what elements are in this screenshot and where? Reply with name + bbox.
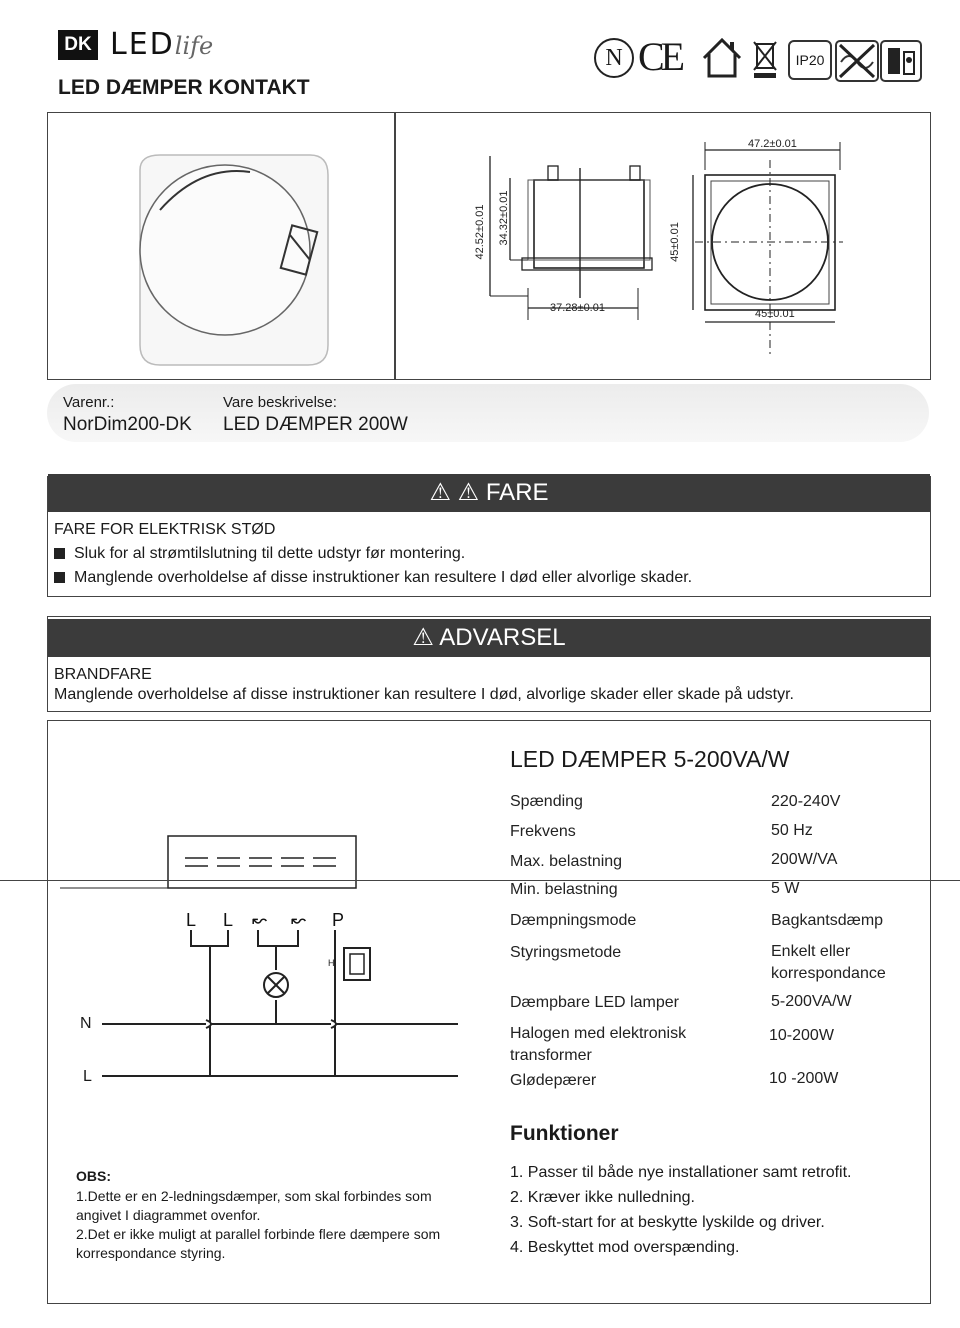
terminal-label: L (186, 910, 197, 930)
obs-heading: OBS: (76, 1168, 111, 1184)
functions-heading: Funktioner (510, 1122, 619, 1145)
warning-icon: ⚠ (412, 624, 440, 651)
dim-side-depth: 37.28±0.01 (550, 302, 605, 314)
neutral-line-label: N (80, 1015, 92, 1032)
spec-label: Halogen med elektronisk transformer (510, 1025, 687, 1064)
warning-banner (48, 619, 930, 657)
function-item: 2. Kræver ikke nulledning. (510, 1189, 695, 1206)
danger-heading: FARE (485, 479, 549, 506)
brand-logo-script: life (174, 32, 214, 60)
specs-title: LED DÆMPER 5-200VA/W (510, 746, 790, 772)
function-item: 3. Soft-start for at beskytte lyskilde og driver. (510, 1214, 825, 1231)
spec-value: 220-240V (771, 793, 841, 810)
item-no-label: Varenr.: (63, 394, 115, 411)
dim-side-height-inner: 34.32±0.01 (498, 190, 510, 246)
country-badge: DK (58, 30, 98, 60)
spec-label: Frekvens (510, 823, 576, 840)
ce-mark-icon: CE (638, 34, 682, 79)
function-item: 1. Passer til både nye installationer samt retrofit. (510, 1164, 852, 1181)
spec-value: 50 Hz (771, 822, 813, 839)
specs-divider (0, 880, 960, 881)
weee-bin-icon (750, 36, 780, 80)
spec-value: 5 W (771, 880, 800, 897)
page-title: LED DÆMPER KONTAKT (58, 76, 310, 99)
brand-logo-main: LED (110, 27, 175, 62)
danger-item (54, 569, 692, 587)
warning-icon: ⚠ ⚠ (429, 479, 486, 506)
warning-heading: ADVARSEL (439, 624, 566, 651)
obs-note: 1.Dette er en 2-ledningsdæmper, som skal forbindes som angivet I diagrammet ovenfor. (76, 1188, 432, 1223)
terminal-label: ↜ (291, 910, 307, 930)
spec-value: Enkelt eller korrespondance (771, 943, 886, 982)
n-mark-icon: N (594, 38, 634, 78)
obs-note: 2.Det er ikke muligt at parallel forbinde flere dæmpere som korrespondance styring. (76, 1226, 441, 1261)
ground-label: H (328, 958, 335, 968)
frame-divider (394, 112, 396, 380)
terminal-label: ↜ (252, 910, 268, 930)
dim-front-width-top: 47.2±0.01 (748, 138, 797, 150)
spec-label: Styringsmetode (510, 944, 622, 961)
ip-rating-badge: IP20 (788, 40, 832, 80)
terminal-label: P (332, 910, 345, 930)
spec-value: 10 -200W (769, 1070, 839, 1087)
spec-value: Bagkantsdæmp (771, 912, 884, 929)
wiring-diagram (60, 830, 480, 1090)
live-line-label: L (83, 1068, 92, 1085)
no-insulation-icon (835, 40, 879, 82)
spec-value: 10-200W (769, 1027, 834, 1044)
front-view-drawing (665, 140, 845, 365)
danger-item (54, 545, 465, 563)
spec-label: Dæmpningsmode (510, 912, 637, 929)
dim-front-height: 45±0.01 (669, 222, 681, 262)
product-photo (100, 130, 360, 370)
danger-subheading: FARE FOR ELEKTRISK STØD (54, 521, 276, 538)
description-label: Vare beskrivelse: (223, 394, 337, 411)
spec-label: Min. belastning (510, 881, 618, 898)
installer-icon (880, 40, 922, 82)
spec-label: Spænding (510, 793, 583, 810)
warning-text: Manglende overholdelse af disse instruktioner kan resultere I død, alvorlige skader eller skade på udstyr. (54, 686, 794, 703)
item-no-value: NorDim200-DK (63, 414, 192, 435)
spec-label: Max. belastning (510, 853, 623, 870)
spec-value: 200W/VA (771, 851, 838, 868)
indoor-use-icon (700, 36, 744, 80)
danger-item-text: Manglende overholdelse af disse instruktioner kan resultere I død eller alvorlige skader. (74, 569, 693, 586)
danger-banner (48, 474, 930, 512)
dim-side-height-outer: 42.52±0.01 (474, 204, 486, 260)
bullet-icon (54, 572, 65, 583)
danger-item-text: Sluk for al strømtilslutning til dette udstyr før montering. (74, 545, 466, 562)
spec-label: Glødepærer (510, 1072, 597, 1089)
spec-value: 5-200VA/W (771, 993, 852, 1010)
brand-logo (110, 27, 213, 62)
function-item: 4. Beskyttet mod overspænding. (510, 1239, 740, 1256)
terminal-label: L (223, 910, 234, 930)
dim-front-width-bottom: 45±0.01 (755, 308, 795, 320)
spec-label: Dæmpbare LED lamper (510, 994, 679, 1011)
warning-subheading: BRANDFARE (54, 666, 152, 683)
bullet-icon (54, 548, 65, 559)
description-value: LED DÆMPER 200W (223, 414, 408, 435)
